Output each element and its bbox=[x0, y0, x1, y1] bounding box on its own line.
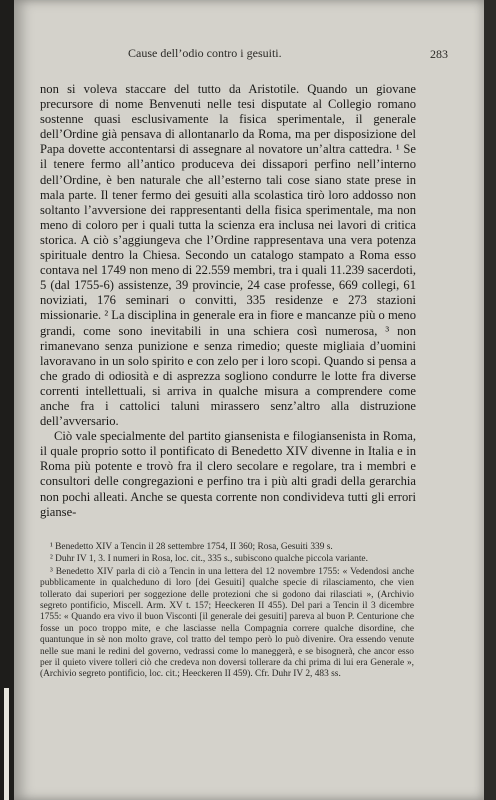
paragraph-2: Ciò vale specialmente del partito giansenista e filogiansenista in Roma, il quale proprio sotto il pontificato di Benedetto XIV divenne in Italia e in Roma più potente e trovò fra il clero secolare e regolare, tra i membri e consultori delle congregazioni e perfino tra i più alti gradi della gerarchia non pochi alleati. Anche se questa corrente non condivideva tutti gli errori gianse- bbox=[40, 429, 416, 519]
footnote-2: ² Duhr IV 1, 3. I numeri in Rosa, loc. cit., 335 s., subiscono qualche piccola variante. bbox=[50, 554, 368, 565]
scan-left-edge bbox=[0, 0, 14, 800]
footnotes bbox=[40, 542, 414, 682]
book-page bbox=[14, 0, 484, 800]
paragraph-1: non si voleva staccare del tutto da Aristotile. Quando un giovane precursore di nome Benvenuti nelle tesi disputate al Collegio romano sostenne quasi esclusivamente la fisica sperimentale, il generale dell’Ordine già pensava di allontanarlo da Roma, ma per disposizione del Papa dovette accontentarsi di assegnare al novatore un’altra cattedra. ¹ Se il tenere fermo all’antico produceva dei dissapori perfino nell’interno dell’Ordine, è ben naturale che all’esterno tali cose siano state prese in mala parte. Il tener fermo dei gesuiti alla scolastica tirò loro addosso non soltanto l’avversione dei rappresentanti della fisica sperimentale, ma non meno di coloro per i quali tutta la scienza era inclusa nei lavori di critica storica. A ciò s’aggiungeva che l’Ordine rappresentava una vera potenza spirituale dentro la Chiesa. Secondo un catalogo stampato a Roma esso contava nel 1749 non meno di 22.559 membri, tra i quali 11.239 sacerdoti, 5 (dal 1755-6) assistenze, 39 provincie, 24 case professe, 669 collegi, 61 noviziati, 176 seminari o convitti, 335 residenze e 273 stazioni missionarie. ² La disciplina in generale era in fiore e mancanze più o meno grandi, come sono inevitabili in una schiera così numerosa, ³ non rimanevano senza punizione e senza rimedio; queste migliaia d’uomini lavoravano in un solo spirito e con zelo per i loro scopi. Quando si pensa a che grado di odiosità e di asprezza sogliono condurre le lotte fra diverse correnti intellettuali, si arriva in qualche misura a comprendere come anche fra i cattolici taluni mirassero senz’altro alla distruzione dell’avversario. bbox=[40, 82, 416, 429]
scan-margin-mark bbox=[4, 688, 9, 800]
scan-right-edge bbox=[484, 0, 496, 800]
running-head: Cause dell’odio contro i gesuiti. bbox=[128, 46, 282, 60]
footnote-1: ¹ Benedetto XIV a Tencin il 28 settembre 1754, II 360; Rosa, Gesuiti 339 s. bbox=[50, 542, 333, 552]
page-number: 283 bbox=[430, 47, 448, 61]
body-text bbox=[40, 82, 416, 520]
footnote-3: ³ Benedetto XIV parla di ciò a Tencin in una lettera del 12 novembre 1755: « Vedendosi anche pubblicamente in qualcheduno di loro [dei Gesuiti] qualche specie di rilasciamento, che vien tollerato dai superiori per soggezione delle protezioni che si godono dai rilasciati », (Archivio segreto pontificio, Miscell. Arm. XV t. 157; Heeckeren II 455). Del pari a Tencin il 3 dicembre 1755: « Quando era vivo il buon Visconti [il generale dei gesuiti] pareva al buon P. Centurione che fosse un poco troppo mite, e che lasciasse nella Compagnia correre qualche disordine, che quantunque in sè non molto grave, col tratto del tempo però lo può divenire. Ora essendo venute nelle sue mani le redini del governo, vedrassi come lo maneggerà, e se bisognerà, che ancor esso per il quieto vivere tolleri ciò che credeva non doversi tollerare da chi prima di lui era Generale », (Archivio segreto pontificio, loc. cit.; Heeckeren II 459). Cfr. Duhr IV 2, 483 ss. bbox=[40, 566, 414, 680]
